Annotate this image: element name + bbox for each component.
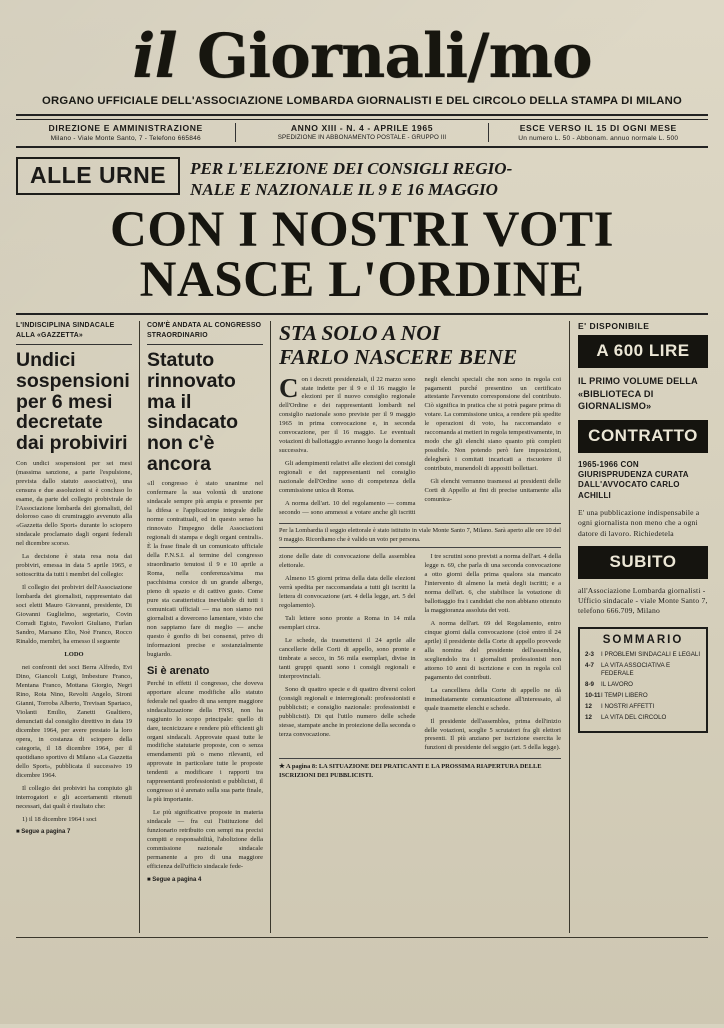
column-left-2 xyxy=(140,321,271,933)
issue-info: ANNO XIII - N. 4 - APRILE 1965 xyxy=(290,122,434,133)
col-a-para-5: Il collegio dei probiviri ha compiuto gli interrogatori e gli accertamenti ritenuti necessari, dai quali è risultato che: xyxy=(16,784,132,810)
main-headline xyxy=(16,202,708,309)
kicker-line-1: PER L'ELEZIONE DEI CONSIGLI REGIO- xyxy=(190,158,513,178)
sommario-row[interactable] xyxy=(585,714,701,722)
masthead-subtitle: ORGANO UFFICIALE DELL'ASSOCIAZIONE LOMBARDA GIORNALISTI E DEL CIRCOLO DELLA STAMPA DI MILANO xyxy=(42,94,682,107)
dateline-bar xyxy=(16,120,708,148)
main-article-para2-7: La cancelliera della Corte di appello ne dà immediatamente comunicazione all'interessato, al quale trasmette elenchi e schede. xyxy=(424,686,561,712)
main-article-title-line-1: STA SOLO A NOI xyxy=(279,321,441,346)
col-a-para-6: 1) il 18 dicembre 1964 i soci xyxy=(22,815,97,823)
postal-info: SPEDIZIONE IN ABBONAMENTO POSTALE - GRUPPO III xyxy=(277,133,447,141)
main-article-para2-2: Tali lettere sono pronte a Roma in 14 mila esemplari circa. xyxy=(279,614,416,631)
article-grid xyxy=(16,321,708,933)
col-b-headline: Statuto rinnovato ma il sindacato non c'è ancora xyxy=(147,349,239,475)
dateline-center xyxy=(235,123,488,142)
main-article-para2-6: A norma dell'art. 69 del Regolamento, entro cinque giorni dalla convocazione (cioè entro il 24 aprile) il presidente della Corte di appello provvede alla nomina del presidente dell'assemblea, scegliendolo tra i giornalisti professionisti non attorno 10 anni di iscrizione e con in regola col pagamento dei contributi. xyxy=(424,619,561,681)
sommario-pages: 10-11 xyxy=(585,691,601,699)
col-a-eyebrow: L'INDISCIPLINA SINDACALE ALLA «GAZZETTA» xyxy=(16,321,132,345)
main-article-para-2: Gli elenchi verranno trasmessi ai presidenti delle Corti di Appello ai fini di precise unitamente alla comunica- xyxy=(424,478,561,504)
ad-contract-text: 1965-1966 CON GIURISPRUDENZA CURATA DALL'AVVOCATO CARLO ACHILLI xyxy=(578,459,689,500)
logo-name: Giornali/mo xyxy=(196,21,592,92)
main-article-para-1: A norma dell'art. 10 del regolamento — comma secondo — sono ammessi a votare anche gli iscritti negli elenchi speciali che non sono in regola coi pagamenti purché presentino un certificato attestante l'avvenuto corresponsione del contributo. Ciò significa in pratica che si potrà pagare prima di votare. La commissione unica, a rendere più spedite le operazioni di voto, ha raccomandato e raccomanda ai metieri in regola tempestivamente, in modo che gli elenchi siano quanto più completi possibile. Non potendo però fare imposizioni, delegherà i comitati incaricati a riscuotere il contributo, munendoli di appositi bollettari. xyxy=(279,375,561,517)
frequency-info: ESCE VERSO IL 15 DI OGNI MESE xyxy=(519,122,677,133)
sommario-row[interactable] xyxy=(585,651,701,659)
dateline-left xyxy=(16,123,235,142)
main-article-para2-3: Le schede, da trasmettersi il 24 aprile alle cancellerie delle Corti di appello, sono pronte e timbrate a secco, in 56 mila esemplari, divise in tanti gruppi quanti sono i consigli regionali e interprovinciali. xyxy=(279,636,416,680)
col-a-para-0: Con undici sospensioni per sei mesi (massima sanzione, a parte l'espulsione, prevista dallo statuto associativo), una censura e due assoluzioni si è concluso lo esame, da parte del collegio probivirale de l'Associazione lombarda dei giornalisti, del doloroso caso di crumiraggio avvenuto alla «Gazzetta dello Sport» durante lo sciopero sindacale proclamato dagli organi federali nel dicembre scorso. xyxy=(16,459,132,548)
main-article-title xyxy=(279,321,561,369)
ad-subito-button[interactable]: SUBITO xyxy=(578,546,708,579)
sommario-label: I TEMPI LIBERO xyxy=(601,691,648,699)
column-left-1 xyxy=(16,321,140,933)
col-b-subhead: Si è arenato xyxy=(147,664,210,677)
col-a-continuation[interactable]: ■ Segue a pagina 7 xyxy=(16,829,71,836)
main-article-lead xyxy=(279,372,416,457)
sommario-label: I PROBLEMI SINDACALI E LEGALI xyxy=(601,650,701,658)
sommario-row[interactable] xyxy=(585,703,701,711)
main-article-para-0: Gli adempimenti relativi alle elezioni dei consigli regionali e dei rappresentanti nel consiglio nazionale dell'Ordine sono di competenza della commissione unica di Roma. xyxy=(279,460,416,495)
ad-available-label: E' DISPONIBILE xyxy=(578,321,650,332)
col-a-para-4: nei confronti dei soci Berra Alfredo, Evi Dino, Giancoli Luigi, Imbesture Franco, Mentana Franco, Mottana Giorgio, Negri Rino, Rota Nino, Revolti Angelo, Sironi Gianni, Torroba Alberto, Trevisan Spartaco, Violanti Emilio, Zanetti Gualtiero, denunciati dal consiglio direttivo in data 19 dicembre 1964, per avere prestato la loro opera, in costanza di sciopero della categoria, il 18 dicembre 1964, per il quotidiano sportivo di Milano «La Gazzetta dello Sport», pubblicata il successivo 19 dicembre 1964. xyxy=(16,664,132,779)
sommario-pages: 12 xyxy=(585,703,592,711)
main-article-lead-text: on i decreti presidenziali, il 22 marzo sono state indette per il 9 e il 16 maggio le elezioni per il nuovo consiglio regionale dell'Ordine e dei rappresentanti lombardi nel consiglio nazionale sono previste per il 9 maggio 1965 in prima convocazione e, in seconda convocazione, per il 16 maggio. Le eventuali votazioni di ballottaggio avranno luogo la domenica successiva. xyxy=(279,375,416,455)
paper-sheet xyxy=(16,21,708,1028)
ad-publication-text: E' una pubblicazione indispensabile a ogni giornalista non meno che a ogni datore di lavoro. Richiedetela xyxy=(578,508,700,538)
headline-line-2: NASCE L'ORDINE xyxy=(139,252,585,309)
alle-urne-badge: ALLE URNE xyxy=(16,157,180,195)
kicker-line-2: NALE E NAZIONALE IL 9 E 16 MAGGIO xyxy=(190,180,498,200)
polling-place-note: Per la Lombardia il seggio elettorale è stato istituito in viale Monte Santo 7, Milano. Sarà aperto alle ore 10 del 9 maggio. Ricordiamo che è valido un voto per persona. xyxy=(279,523,561,548)
col-b-para2-1: Le più significative proposte in materia sindacale — fra cui l'istituzione del funzionario retribuito con sempi ma precisi compiti e responsabilità, l'abolizione della commissione nazionale sindacale permanente a pro di una maggiore efficienza dell'ufficio sindacale fede- xyxy=(147,809,263,871)
col-b-para-0: «Il congresso è stato unanime nel confermare la sua volontà di unzione sindacale sempre più ampia e presente per la difesa e l'applicazione integrale delle norme contrattuali, ed in questo senso ha rinnovato l'impegno delle Associazioni regionali di stampa e degli organi centrali». È la frase finale di un comunicato ufficiale della F.N.S.I. al termine del congresso straordinario tenutosi il 9 e 10 aprile a Roma, nella conferenza/sima ma pacchisima corsice di un grande albergo, pieno di spazio e di cattivo gusto. Come pure sta caratteristica inevitabile di tutti i comunicati ufficiali — ma non siamo noi giornalisti a doverceno lamentare, visto che non sappiamo fare di meglio — anche questo è gonfio di bei consensi, privo di informazioni precise e sostanzialmente bugiardo. xyxy=(147,480,263,658)
price-info: Un numero L. 50 - Abbonam. annuo normale L. 500 xyxy=(518,134,679,142)
dateline-left-title: DIREZIONE E AMMINISTRAZIONE xyxy=(48,122,203,133)
headline-rule xyxy=(16,313,708,315)
ad-price-button[interactable]: A 600 LIRE xyxy=(578,335,708,368)
column-main xyxy=(271,321,570,933)
footer-rule xyxy=(16,937,708,938)
sommario-label: LA VITA ASSOCIATIVA E FEDERALE xyxy=(601,661,671,677)
main-article-body xyxy=(279,372,561,519)
col-a-headline: Undici sospensioni per 6 mesi decretate dai probiviri xyxy=(16,349,130,454)
headline-zone xyxy=(16,157,708,201)
main-article-para2-1: Almeno 15 giorni prima della data delle elezioni verrà spedita per raccomandata a tutti gli iscritti la lettera di convocazione (art. 4 della legge, art. 5 del regolamento). xyxy=(279,575,416,609)
col-b-para2-0: Perché in effetti il congresso, che doveva apportare alcune modifiche allo statuto federale nel quadro di una sempre maggiore sindacalizzazione della FNSI, non ha raggiunto lo scopo principale: quello di dare, tecnicizzare e rendere più efficienti gli organi sindacali. Approvate quasi tutte le modifiche statutarie proposte, con o senza emendamenti più o meno rilevanti, ed approvate in particolare tutte le proposte tendenti a modificare i rapporti tra rappresentanti professionisti e pubblicisti, il congresso si è arenato sulla sua parte finale, la più importante. xyxy=(147,679,263,804)
sommario-pages: 12 xyxy=(585,714,592,722)
drop-cap: C xyxy=(279,372,299,403)
publication-logo xyxy=(16,21,708,92)
main-article-title-line-2: FARLO NASCERE BENE xyxy=(279,345,518,370)
col-a-para-2: Il collegio dei probiviri dell'Associazione lombarda dei giornalisti, rappresentato dai soci eletti Mauro Giovanni, presidente, Di Giovanni Guglielmo, segretario, Covin Corradi Egisto, Favolori Giuliano, Furlan Sandro, Marsano Elio, Noè Franco, Rocco Rinaldo, membri, ha emesso il seguente xyxy=(16,584,132,646)
dateline-left-sub: Milano - Viale Monte Santo, 7 - Telefono 665846 xyxy=(50,134,201,142)
col-b-body xyxy=(147,480,263,659)
col-a-body xyxy=(16,460,132,825)
column-ads xyxy=(570,321,708,933)
col-a-lodo-label: LODO xyxy=(64,651,84,659)
sommario-pages: 8-9 xyxy=(585,680,594,688)
ad-address-text: all'Associazione Lombarda giornalisti - Ufficio sindacale - viale Monte Santo 7, telefono 666.709, Milano xyxy=(578,585,708,616)
main-article-para2-0: zione delle date di convocazione della assemblea elettorale. xyxy=(279,553,416,570)
page-8-pointer[interactable]: ★ A pagina 8: LA SITUAZIONE DEI PRATICANTI E LA PROSSIMA RIAPERTURA DELLE ISCRIZIONI DEI PUBBLICISTI. xyxy=(279,758,561,780)
sommario-row[interactable] xyxy=(585,692,701,700)
col-a-para-1: La decisione è stata resa nota dai probiviri, emessa in data 5 aprile 1965, e sottoscritta da tutti i membri del collegio: xyxy=(16,553,132,579)
headline-kicker xyxy=(190,157,708,201)
col-b-continuation[interactable]: ■ Segue a pagina 4 xyxy=(147,877,202,884)
main-article-para2-5: I tre scrutini sono previsti a norma dell'art. 4 della legge n. 69, che parla di una seconda convocazione a otto giorni della prima qualora sia mancato l'intervento di almeno la metà degli iscritti; e a norma dell'art. 6, che stabilisce la votazione di ballottaggio fra i candidati che non abbiano ottenuto la maggioranza assoluta dei voti. xyxy=(424,553,561,614)
main-article-body-2 xyxy=(279,553,561,753)
sommario-pages: 2-3 xyxy=(585,650,594,658)
sommario-title: SOMMARIO xyxy=(602,633,684,646)
ad-contratto-button[interactable]: CONTRATTO xyxy=(578,420,708,453)
sommario-row[interactable] xyxy=(585,681,701,689)
sommario-label: I NOSTRI AFFETTI xyxy=(601,703,655,711)
col-b-eyebrow: COM'È ANDATA AL CONGRESSO STRAORDINARIO xyxy=(147,321,263,345)
main-article-para2-4: Sono di quattro specie e di quattro diversi colori (consigli regionali e interregionali: professionisti e pubblicisti; e consiglio nazionale: professionisti e pubblicisti). Di qui l'utilo numero delle schede stesse, stampate anche in proiezione della seconda o terza convocazione. xyxy=(279,685,416,738)
dateline-right xyxy=(489,123,708,142)
col-b-body-2 xyxy=(147,680,263,872)
sommario-box xyxy=(578,627,708,733)
masthead xyxy=(16,21,708,120)
sommario-row[interactable] xyxy=(585,662,701,678)
sommario-label: IL LAVORO xyxy=(601,680,633,688)
ad-book-text: IL PRIMO VOLUME DELLA «BIBLIOTECA DI GIORNALISMO» xyxy=(578,376,698,412)
headline-line-1: CON I NOSTRI VOTI xyxy=(110,202,614,259)
sommario-pages: 4-7 xyxy=(585,661,594,669)
main-article-para2-8: Il presidente dell'assemblea, prima dell'inizio delle votazioni, sceglie 5 scrutatori fra gli elettori presenti. Il più anziano per iscrizione esercita le funzioni di presidente del seggio (art. 5 della legge). xyxy=(424,717,561,752)
logo-article: il xyxy=(132,21,177,92)
sommario-label: LA VITA DEL CIRCOLO xyxy=(601,714,667,722)
